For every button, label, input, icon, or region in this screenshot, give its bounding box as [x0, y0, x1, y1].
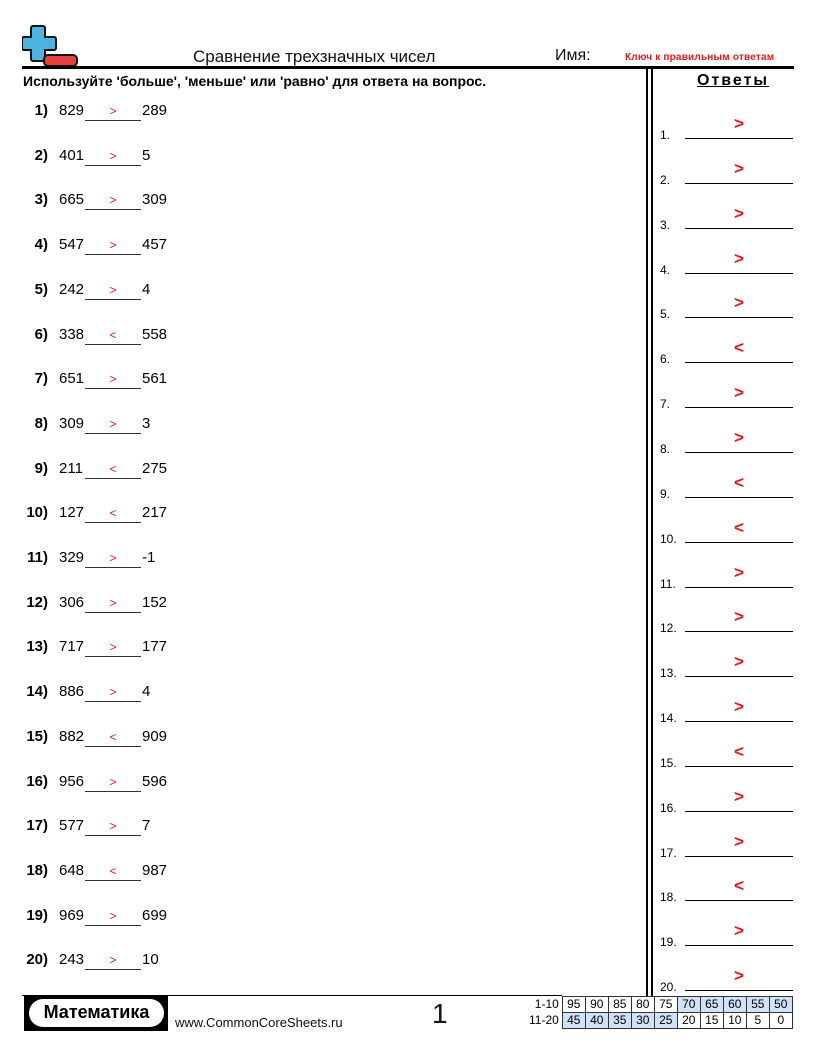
- answer-row: [660, 472, 795, 504]
- right-number: 699: [142, 906, 168, 924]
- answer-row: [660, 966, 795, 997]
- question-row: [0, 638, 300, 662]
- score-cell: 35: [608, 1013, 631, 1029]
- answer-value: >: [734, 427, 744, 447]
- right-number: 152: [142, 593, 168, 611]
- question-row: [0, 191, 300, 215]
- site-link[interactable]: www.CommonCoreSheets.ru: [175, 1015, 343, 1030]
- left-number: 829: [59, 102, 85, 119]
- answer-blank[interactable]: [85, 594, 141, 613]
- left-number: 547: [59, 236, 85, 254]
- answer-symbol: >: [109, 238, 117, 253]
- answer-number: 5.: [660, 307, 671, 322]
- answer-row: [660, 427, 795, 459]
- answer-value: >: [734, 562, 744, 582]
- question-number: 15): [26, 727, 48, 745]
- right-number: 909: [142, 727, 168, 745]
- score-cell: 25: [654, 1013, 677, 1029]
- score-cell: 5: [746, 1013, 769, 1029]
- question-number: 6): [34, 325, 48, 343]
- answer-value: >: [734, 966, 744, 986]
- score-cell: 85: [608, 997, 631, 1013]
- answer-line[interactable]: [685, 317, 793, 318]
- answer-row: [660, 338, 795, 369]
- question-number: 14): [26, 683, 48, 701]
- right-number: 4: [142, 280, 151, 298]
- answer-line[interactable]: [685, 990, 793, 991]
- answer-symbol: >: [109, 908, 117, 923]
- score-cell: 65: [700, 997, 723, 1013]
- answer-symbol: >: [109, 685, 117, 700]
- instructions: Используйте 'больше', 'меньше' или 'равно' для ответа на вопрос.: [23, 73, 487, 89]
- answer-value: >: [734, 293, 744, 313]
- answer-number: 15.: [660, 755, 677, 770]
- right-number: 457: [142, 236, 168, 254]
- answer-row: [660, 158, 795, 190]
- answer-number: 11.: [660, 576, 676, 591]
- answer-symbol: >: [109, 148, 117, 163]
- answer-blank[interactable]: [85, 549, 141, 568]
- score-cell: 70: [677, 997, 700, 1013]
- answer-row: [660, 114, 795, 145]
- answer-symbol: >: [109, 372, 117, 387]
- answer-line[interactable]: [685, 407, 793, 408]
- answer-number: 12.: [660, 621, 677, 636]
- answer-value: >: [734, 831, 744, 851]
- answer-row: [660, 203, 795, 235]
- answer-symbol: >: [109, 774, 117, 789]
- left-number: 882: [59, 727, 85, 745]
- name-label: Имя:: [555, 47, 591, 64]
- answer-line[interactable]: [685, 945, 793, 946]
- answer-line[interactable]: [685, 452, 793, 453]
- answer-symbol: >: [109, 953, 117, 968]
- left-number: 969: [59, 906, 85, 924]
- right-number: 596: [142, 772, 168, 790]
- question-number: 4): [34, 236, 48, 254]
- score-cell: 50: [769, 997, 792, 1013]
- question-number: 10): [26, 504, 48, 522]
- question-number: 12): [26, 593, 48, 611]
- answer-blank[interactable]: [85, 504, 141, 523]
- left-number: 338: [59, 325, 85, 343]
- right-number: 10: [142, 951, 159, 969]
- answer-row: [660, 248, 795, 280]
- answer-value: >: [734, 697, 744, 717]
- answer-blank[interactable]: [85, 907, 141, 926]
- question-row: [0, 326, 300, 350]
- answer-line[interactable]: [685, 228, 793, 229]
- score-cell: 45: [562, 1013, 585, 1029]
- question-row: [0, 236, 300, 260]
- question-number: 1): [34, 102, 48, 119]
- answer-symbol: <: [109, 461, 117, 476]
- answer-symbol: >: [109, 640, 117, 655]
- answer-value: >: [734, 652, 744, 672]
- page-number: 1: [432, 998, 448, 1029]
- answer-blank[interactable]: [85, 326, 141, 345]
- answer-blank[interactable]: [85, 147, 141, 166]
- left-number: 401: [59, 146, 85, 164]
- header-divider: [22, 66, 794, 69]
- answer-symbol: <: [109, 729, 117, 744]
- answer-value: >: [734, 383, 744, 403]
- score-row: [526, 997, 792, 1013]
- answer-row: [660, 293, 795, 324]
- question-number: 5): [34, 280, 48, 298]
- right-number: 7: [142, 817, 151, 835]
- answer-line[interactable]: [685, 631, 793, 632]
- right-number: 558: [142, 325, 168, 343]
- question-row: [0, 147, 300, 171]
- answer-number: 6.: [660, 352, 671, 367]
- answer-symbol: <: [109, 506, 117, 521]
- answer-blank[interactable]: [85, 102, 141, 121]
- question-number: 13): [26, 638, 48, 656]
- right-number: 177: [142, 638, 168, 656]
- answer-number: 13.: [660, 666, 677, 681]
- answer-blank[interactable]: [85, 817, 141, 836]
- answer-row: [660, 697, 795, 728]
- question-row: [0, 281, 300, 305]
- answer-line[interactable]: [685, 183, 793, 184]
- answer-blank[interactable]: [85, 191, 141, 210]
- answer-number: 1.: [660, 128, 671, 142]
- answer-value: >: [734, 203, 744, 223]
- left-number: 306: [59, 593, 85, 611]
- question-number: 11): [27, 549, 48, 566]
- answer-symbol: >: [109, 551, 117, 565]
- score-range-label: 11-20: [529, 1013, 559, 1027]
- right-number: 217: [142, 504, 168, 522]
- score-cell: 0: [769, 1013, 792, 1029]
- answer-blank[interactable]: [85, 728, 141, 747]
- answer-value: <: [734, 876, 744, 896]
- answer-key-label: Ключ к правильным ответам: [625, 52, 775, 63]
- answer-line[interactable]: [685, 721, 793, 722]
- question-row: [0, 415, 300, 439]
- answer-blank[interactable]: [85, 638, 141, 657]
- left-number: 329: [59, 549, 85, 566]
- score-cell: 15: [700, 1013, 723, 1029]
- score-cell: 20: [677, 1013, 700, 1029]
- answer-symbol: <: [109, 863, 117, 878]
- answer-value: <: [734, 517, 744, 537]
- score-cell: 30: [631, 1013, 654, 1029]
- answer-row: [660, 607, 795, 638]
- answer-symbol: <: [109, 327, 117, 342]
- answer-blank[interactable]: [85, 415, 141, 434]
- answer-number: 9.: [660, 486, 671, 501]
- score-cell: 40: [585, 1013, 608, 1029]
- right-number: 5: [142, 146, 151, 164]
- answer-blank[interactable]: [85, 773, 141, 792]
- answer-symbol: >: [109, 193, 117, 208]
- logo-plus-minus-icon: [22, 24, 80, 68]
- answer-row: [660, 876, 795, 907]
- answer-symbol: >: [109, 819, 117, 834]
- answer-row: [660, 383, 795, 414]
- answer-number: 3.: [660, 217, 671, 232]
- answer-row: [660, 741, 795, 773]
- question-number: 17): [26, 817, 48, 835]
- question-number: 20): [26, 951, 48, 969]
- left-number: 577: [59, 817, 85, 835]
- answer-number: 4.: [660, 262, 671, 277]
- score-row: [526, 1013, 792, 1029]
- question-row: [0, 594, 300, 618]
- question-number: 2): [34, 146, 48, 164]
- question-number: 7): [34, 370, 48, 388]
- answer-number: 16.: [660, 800, 677, 815]
- left-number: 886: [59, 683, 85, 701]
- answer-blank[interactable]: [85, 236, 141, 255]
- left-number: 665: [59, 191, 85, 209]
- answer-number: 2.: [660, 172, 671, 187]
- left-number: 956: [59, 772, 85, 790]
- answer-row: [660, 562, 795, 594]
- question-number: 8): [34, 414, 48, 432]
- right-number: 561: [142, 370, 168, 388]
- question-row: [0, 862, 300, 886]
- answer-symbol: >: [109, 595, 117, 610]
- answer-number: 8.: [660, 441, 671, 456]
- answer-value: <: [734, 338, 744, 358]
- answer-number: 19.: [660, 935, 677, 950]
- answer-blank[interactable]: [85, 862, 141, 881]
- answer-line[interactable]: [685, 273, 793, 274]
- answer-blank[interactable]: [85, 951, 141, 970]
- answer-line[interactable]: [685, 856, 793, 857]
- answer-value: >: [734, 114, 744, 133]
- question-row: [0, 549, 300, 573]
- answer-number: 10.: [660, 531, 677, 546]
- score-cell: 75: [654, 997, 677, 1013]
- answer-line[interactable]: [685, 766, 793, 767]
- answer-line[interactable]: [685, 138, 793, 139]
- answer-line[interactable]: [685, 587, 793, 588]
- right-number: 275: [142, 459, 168, 477]
- question-number: 16): [26, 772, 48, 790]
- right-number: 4: [142, 683, 151, 701]
- answer-line[interactable]: [685, 362, 793, 363]
- right-number: -1: [142, 549, 156, 566]
- left-number: 211: [59, 459, 83, 477]
- question-row: [0, 773, 300, 797]
- score-cell: 95: [562, 997, 585, 1013]
- answers-heading: Ответы: [697, 72, 770, 89]
- answer-number: 7.: [660, 397, 671, 412]
- answer-number: 14.: [660, 711, 677, 726]
- right-number: 3: [142, 414, 151, 432]
- question-number: 18): [26, 861, 48, 879]
- score-table: [526, 996, 793, 1029]
- answer-line[interactable]: [685, 676, 793, 677]
- question-row: [0, 951, 300, 975]
- answer-row: [660, 831, 795, 863]
- answer-value: >: [734, 921, 744, 941]
- answer-line[interactable]: [685, 542, 793, 543]
- column-divider: [646, 68, 648, 996]
- answer-symbol: >: [109, 416, 117, 431]
- answer-line[interactable]: [685, 900, 793, 901]
- worksheet-title: Сравнение трехзначных чисел: [193, 47, 436, 66]
- question-number: 19): [26, 906, 48, 924]
- left-number: 717: [59, 638, 85, 656]
- answer-value: >: [734, 158, 744, 178]
- left-number: 648: [59, 861, 85, 879]
- question-row: [0, 683, 300, 707]
- score-cell: 10: [723, 1013, 746, 1029]
- left-number: 651: [59, 370, 85, 388]
- answer-row: [660, 921, 795, 952]
- answer-number: 20.: [660, 980, 677, 995]
- question-number: 3): [34, 191, 48, 209]
- score-cell: 90: [585, 997, 608, 1013]
- question-row: [0, 370, 300, 394]
- score-cell: 60: [723, 997, 746, 1013]
- answer-value: >: [734, 786, 744, 806]
- answer-row: [660, 786, 795, 818]
- column-divider: [651, 68, 653, 996]
- answer-number: 17.: [660, 845, 677, 860]
- answer-value: >: [734, 248, 744, 268]
- answer-blank[interactable]: [85, 460, 141, 479]
- brand-label: Математика: [43, 1002, 150, 1022]
- question-row: [0, 728, 300, 752]
- question-number: 9): [34, 459, 48, 477]
- answer-value: <: [734, 472, 744, 492]
- score-cell: 55: [746, 997, 769, 1013]
- left-number: 127: [59, 504, 85, 522]
- answer-symbol: >: [109, 104, 117, 118]
- answer-value: >: [734, 607, 744, 627]
- left-number: 309: [59, 414, 85, 432]
- answer-line[interactable]: [685, 497, 793, 498]
- answer-number: 18.: [660, 890, 677, 905]
- question-row: [0, 907, 300, 931]
- left-number: 243: [59, 951, 85, 969]
- left-number: 242: [59, 280, 85, 298]
- score-cell: 80: [631, 997, 654, 1013]
- score-range-label: 1-10: [534, 997, 559, 1011]
- answer-symbol: >: [109, 282, 117, 297]
- question-row: [0, 460, 300, 484]
- answer-blank[interactable]: [85, 683, 141, 702]
- answer-row: [660, 517, 795, 549]
- question-row: [0, 504, 300, 528]
- right-number: 289: [142, 102, 168, 119]
- answer-blank[interactable]: [85, 370, 141, 389]
- right-number: 309: [142, 191, 168, 209]
- answer-row: [660, 652, 795, 683]
- question-row: [0, 102, 300, 126]
- answer-value: <: [734, 741, 744, 761]
- right-number: 987: [142, 861, 168, 879]
- question-row: [0, 817, 300, 841]
- answer-line[interactable]: [685, 811, 793, 812]
- answer-blank[interactable]: [85, 281, 141, 300]
